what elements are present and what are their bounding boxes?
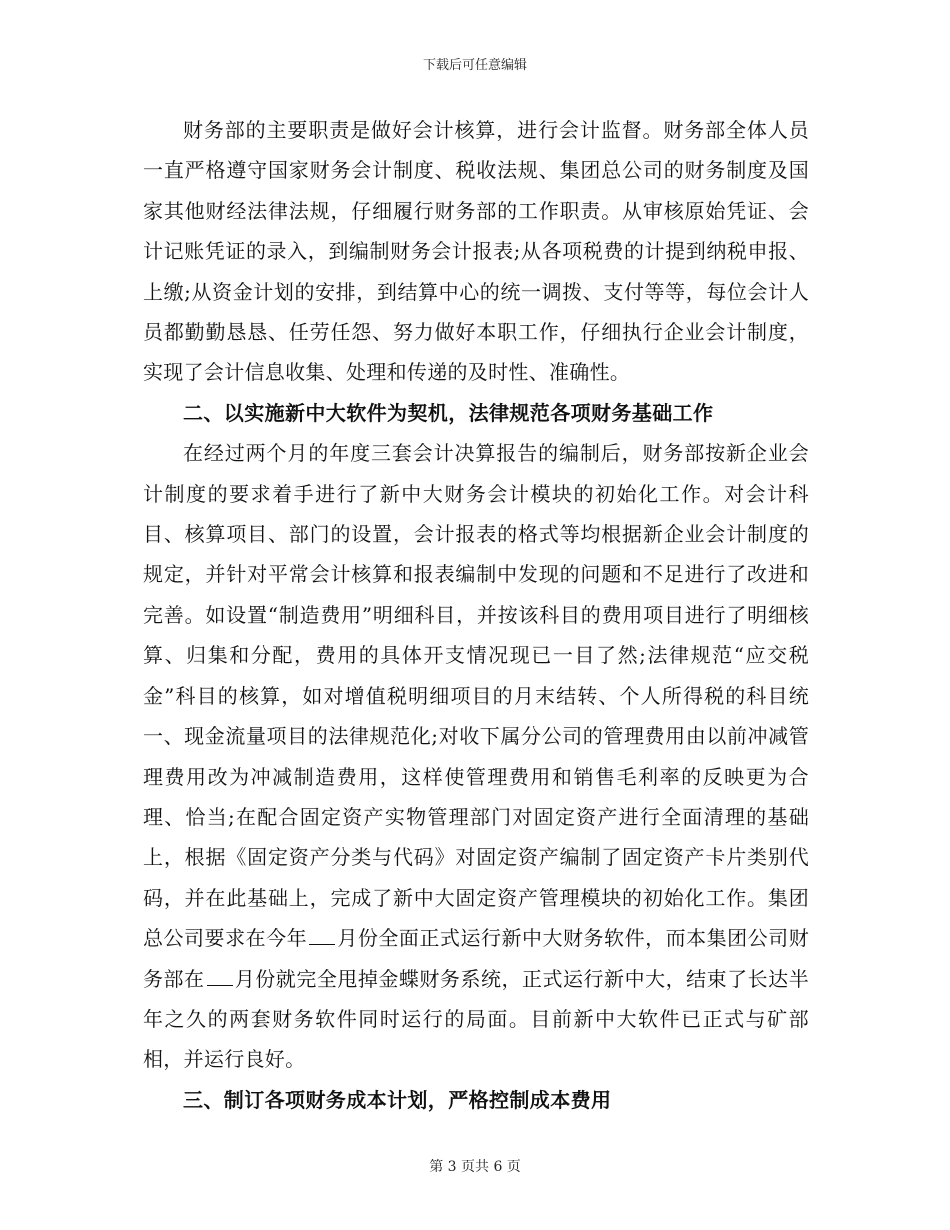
paragraph-text-part-3: 月份就完全甩掉金蝶财务系统，正式运行新中大，结束了长达半年之久的两套财务软件同时运行的局面。目前新中大软件已正式与矿部相，并运行良好。 [143,966,810,1072]
document-body [143,110,809,1120]
section-heading-2: 二、以实施新中大软件为契机，法律规范各项财务基础工作 [183,400,714,425]
paragraph-software-implementation [143,433,809,1080]
page-footer: 第 3 页共 6 页 [429,1159,521,1175]
fill-in-blank-1 [309,926,335,945]
fill-in-blank-2 [207,967,233,986]
page-header: 下载后可任意编辑 [422,58,527,73]
section-heading-3: 三、制订各项财务成本计划，严格控制成本费用 [183,1087,612,1112]
paragraph-text-part-1: 在经过两个月的年度三套会计决算报告的编制后，财务部按新企业会计制度的要求着手进行了新中大财务会计模块的初始化工作。对会计科目、核算项目、部门的设置，会计报表的格式等均根据新企业会计制度的规定，并针对平常会计核算和报表编制中发现的问题和不足进行了改进和完善。如设置“制造费用”明细科目，并按该科目的费用项目进行了明细核算、归集和分配，费用的具体开支情况现已一目了然;法律规范“应交税金”科目的核算，如对增值税明细项目的月末结转、个人所得税的科目统一、现金流量项目的法律规范化;对收下属分公司的管理费用由以前冲减管理费用改为冲减制造费用，这样使管理费用和销售毛利率的反映更为合理、恰当;在配合固定资产实物管理部门对固定资产进行全面清理的基础上，根据《固定资产分类与代码》对固定资产编制了固定资产卡片类别代码，并在此基础上，完成了新中大固定资产管理模块的初始化工作。集团总公司要求在今年 [143,441,809,951]
paragraph-text-part-2: 月份全面正式运行新中大财务软件，而本集团公司财务部在 [143,926,810,991]
paragraph-duties: 财务部的主要职责是做好会计核算，进行会计监督。财务部全体人员一直严格遵守国家财务会计制度、税收法规、集团总公司的财务制度及国家其他财经法律法规，仔细履行财务部的工作职责。从审核原始凭证、会计记账凭证的录入，到编制财务会计报表;从各项税费的计提到纳税申报、上缴;从资金计划的安排，到结算中心的统一调拨、支付等等，每位会计人员都勤勤恳恳、任劳任怨、努力做好本职工作，仔细执行企业会计制度，实现了会计信息收集、处理和传递的及时性、准确性。 [143,118,809,385]
